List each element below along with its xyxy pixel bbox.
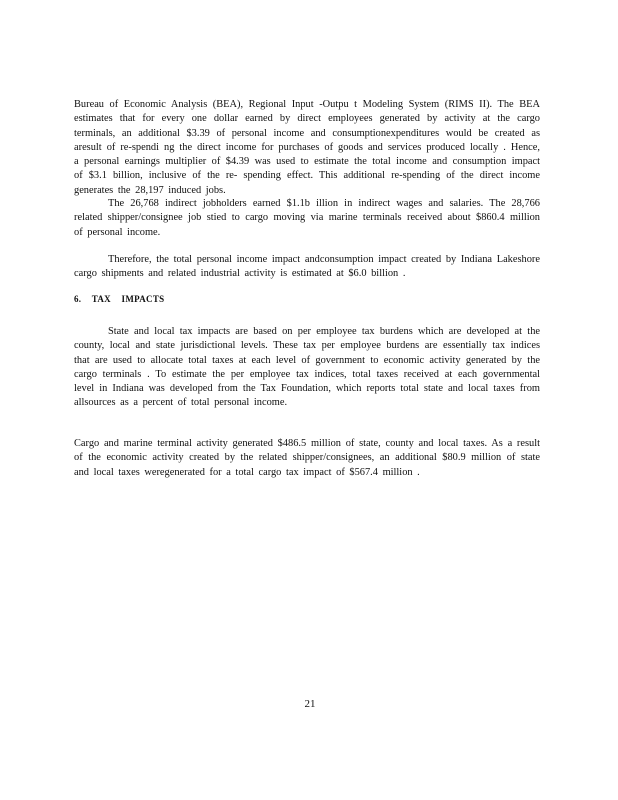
section-heading: 6. TAX IMPACTS — [74, 294, 165, 304]
paragraph-tax-totals: Cargo and marine terminal activity generated $486.5 million of state, county and local taxes. As a result of the economic activity created by the related shipper/consignees, an additional $80.9 million of state and local taxes weregenerated for a total cargo tax impact of $567.4 million . — [74, 438, 540, 478]
paragraph-indirect-jobs: The 26,768 indirect jobholders earned $1.1b illion in indirect wages and salaries. The 28,766 related shipper/consignee job stied to cargo moving via marine terminals received about $860.4 million of personal income. — [74, 198, 540, 238]
paragraph-rims-multiplier: Bureau of Economic Analysis (BEA), Regional Input -Outpu t Modeling System (RIMS II). The BEA estimates that for every one dollar earned by direct employees generated by activity at the cargo terminals, an additional $3.39 of personal income and consumptionexpenditures would be created as aresult of re-spendi ng the direct income for purchases of goods and services produced locally . Hence, a personal earnings multiplier of $4.39 was used to estimate the total income and consumption impact of $3.1 billion, inclusive of the re- spending effect. This additional re-spending of the direct income generates the 28,197 induced jobs. — [74, 99, 540, 196]
paragraph-tax-method: State and local tax impacts are based on per employee tax burdens which are developed at the county, local and state jurisdictional levels. These tax per employee burdens are essentially tax indices that are used to allocate total taxes at each level of government to economic activity generated by the cargo terminals . To estimate the per employee tax indices, total taxes received at each governmental level in Indiana was developed from the Tax Foundation, which reports total state and local taxes from allsources as a percent of total personal income. — [74, 326, 540, 409]
page-number: 21 — [304, 698, 316, 710]
paragraph-total-income: Therefore, the total personal income impact andconsumption impact created by Indiana Lakeshore cargo shipments and related industrial activity is estimated at $6.0 billion . — [74, 254, 540, 280]
